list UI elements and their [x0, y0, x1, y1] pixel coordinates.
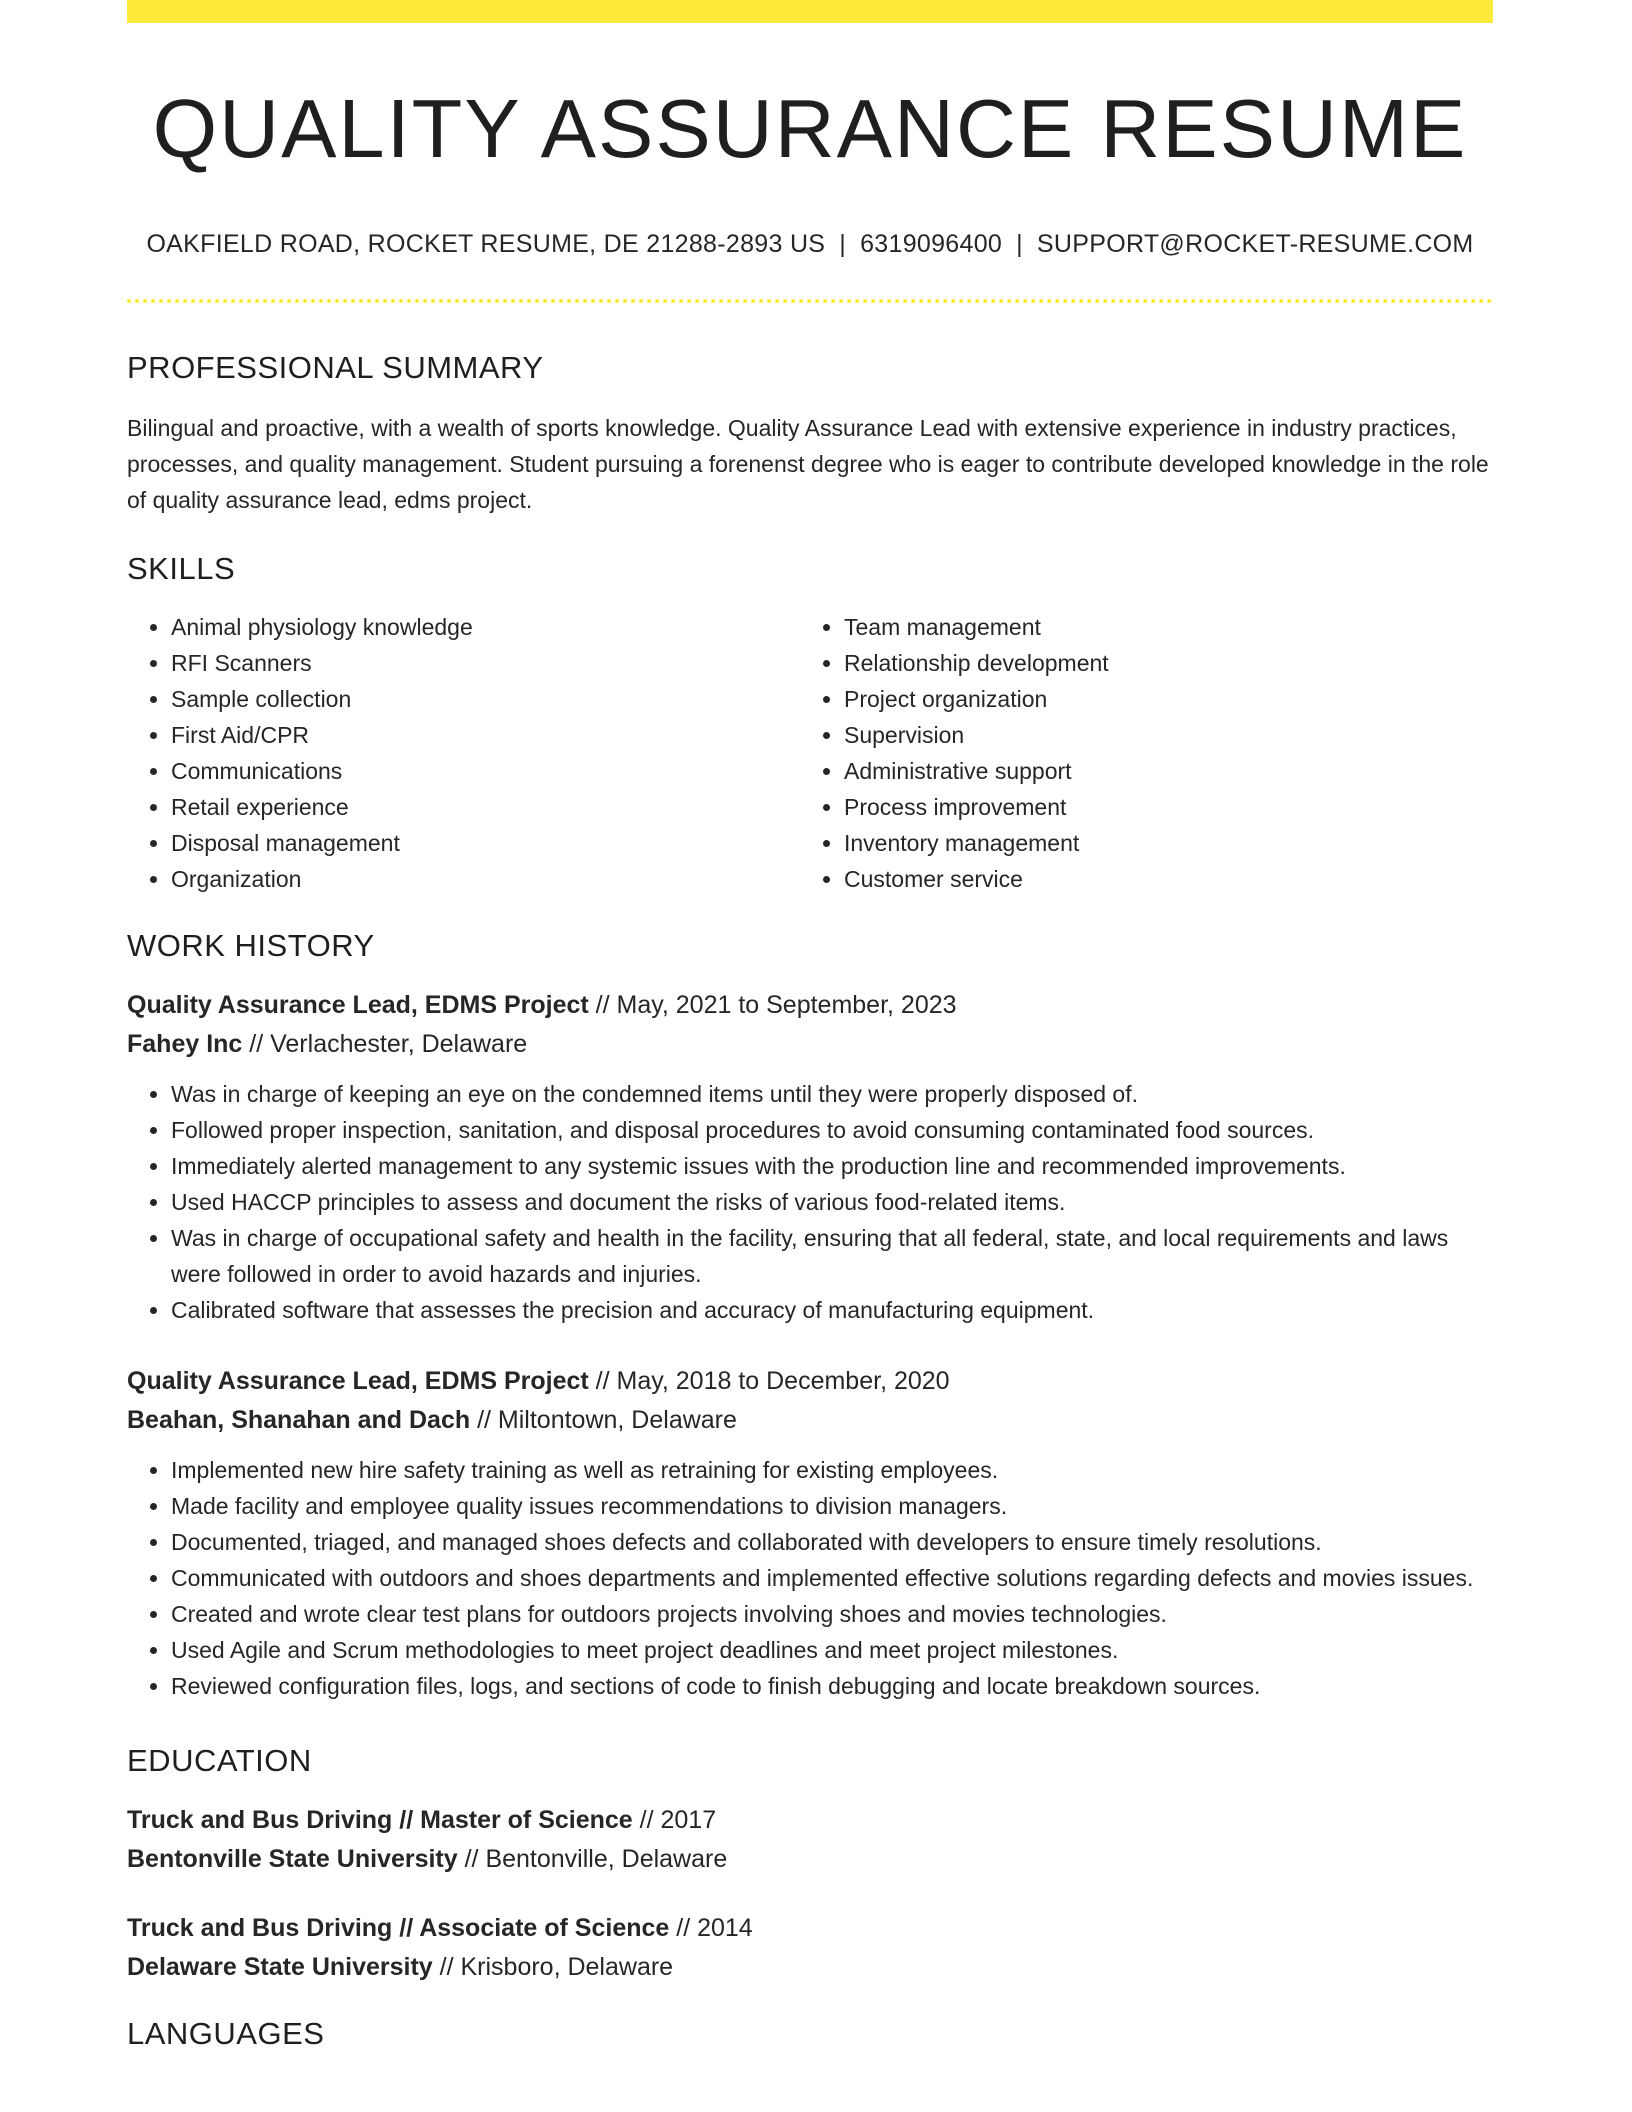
skill-item: • Retail experience	[171, 789, 800, 825]
education-degree: Truck and Bus Driving // Associate of Science	[127, 1914, 670, 1943]
job-bullet: • Used HACCP principles to assess and document the risks of various food-related items.	[171, 1184, 1493, 1220]
skill-item: • Relationship development	[844, 645, 1109, 681]
job-bullet: • Immediately alerted management to any systemic issues with the production line and recommended improvements.	[171, 1148, 1493, 1184]
job-dates: // May, 2021 to September, 2023	[588, 991, 957, 1020]
job-bullet: • Communicated with outdoors and shoes departments and implemented effective solutions regarding defects and movies issues.	[171, 1560, 1493, 1596]
contact-phone: 6319096400	[860, 229, 1003, 258]
job-dates: // May, 2018 to December, 2020	[588, 1367, 950, 1396]
job-bullet: • Used Agile and Scrum methodologies to meet project deadlines and meet project milestones.	[171, 1632, 1493, 1668]
education-year: // 2017	[632, 1806, 717, 1835]
skills-list-right	[800, 609, 1109, 897]
job-company: Beahan, Shanahan and Dach	[127, 1406, 471, 1435]
skill-item: • Communications	[171, 753, 800, 789]
skill-item: • Supervision	[844, 717, 1109, 753]
education-heading: EDUCATION	[127, 1743, 312, 1779]
job-bullet: • Followed proper inspection, sanitation, and disposal procedures to avoid consuming contaminated food sources.	[171, 1112, 1493, 1148]
job-company-line	[127, 1401, 1493, 1440]
contact-address: OAKFIELD ROAD, ROCKET RESUME, DE 21288-2893 US	[146, 229, 826, 258]
education-school: Delaware State University	[127, 1953, 433, 1982]
education-school: Bentonville State University	[127, 1845, 458, 1874]
resume-title: QUALITY ASSURANCE RESUME	[152, 82, 1468, 175]
resume-page	[127, 0, 1493, 2053]
job-bullets	[127, 1076, 1493, 1328]
skill-item: • Customer service	[844, 861, 1109, 897]
job-bullet: • Was in charge of keeping an eye on the condemned items until they were properly disposed of.	[171, 1076, 1493, 1112]
job-entry	[127, 986, 1493, 1328]
education-degree-line	[127, 1801, 1493, 1840]
skill-item: • Project organization	[844, 681, 1109, 717]
education-school-line	[127, 1840, 1493, 1879]
skill-item: • First Aid/CPR	[171, 717, 800, 753]
job-entry	[127, 1362, 1493, 1704]
summary-heading: PROFESSIONAL SUMMARY	[127, 349, 544, 385]
education-entry	[127, 1801, 1493, 1879]
job-bullet: • Calibrated software that assesses the precision and accuracy of manufacturing equipment.	[171, 1292, 1493, 1328]
accent-top-bar	[127, 0, 1493, 23]
contact-email: SUPPORT@ROCKET-RESUME.COM	[1036, 229, 1474, 258]
skill-item: • Administrative support	[844, 753, 1109, 789]
job-bullet: • Implemented new hire safety training as well as retraining for existing employees.	[171, 1452, 1493, 1488]
education-year: // 2014	[669, 1914, 753, 1943]
contact-separator: |	[839, 229, 847, 258]
job-location: // Verlachester, Delaware	[242, 1030, 528, 1059]
skill-item: • Process improvement	[844, 789, 1109, 825]
job-title-line	[127, 986, 1493, 1025]
skills-columns	[127, 609, 1493, 897]
dotted-divider	[127, 299, 1493, 303]
job-title-line	[127, 1362, 1493, 1401]
education-school-line	[127, 1948, 1493, 1987]
education-degree-line	[127, 1909, 1493, 1948]
contact-separator: |	[1016, 229, 1023, 258]
job-title: Quality Assurance Lead, EDMS Project	[127, 1367, 589, 1396]
skill-item: • Organization	[171, 861, 800, 897]
job-bullet: • Created and wrote clear test plans for outdoors projects involving shoes and movies technologies.	[171, 1596, 1493, 1632]
education-location: // Krisboro, Delaware	[432, 1953, 674, 1982]
skill-item: • Disposal management	[171, 825, 800, 861]
skill-item: • RFI Scanners	[171, 645, 800, 681]
job-location: // Miltontown, Delaware	[470, 1406, 737, 1435]
skill-item: • Animal physiology knowledge	[171, 609, 800, 645]
job-bullets	[127, 1452, 1493, 1704]
job-company: Fahey Inc	[127, 1030, 243, 1059]
job-bullet: • Was in charge of occupational safety and health in the facility, ensuring that all federal, state, and local requirements and laws were followed in order to avoid hazards and injuries.	[171, 1220, 1493, 1292]
education-degree: Truck and Bus Driving // Master of Science	[127, 1806, 633, 1835]
skills-list-left	[127, 609, 800, 897]
work-history-heading: WORK HISTORY	[127, 927, 375, 963]
contact-line	[127, 229, 1493, 259]
education-location: // Bentonville, Delaware	[457, 1845, 728, 1874]
skill-item: • Inventory management	[844, 825, 1109, 861]
education-entry	[127, 1909, 1493, 1987]
languages-heading: LANGUAGES	[127, 2016, 325, 2052]
job-bullet: • Reviewed configuration files, logs, and sections of code to finish debugging and locate breakdown sources.	[171, 1668, 1493, 1704]
job-bullet: • Documented, triaged, and managed shoes defects and collaborated with developers to ensure timely resolutions.	[171, 1524, 1493, 1560]
skill-item: • Sample collection	[171, 681, 800, 717]
job-bullet: • Made facility and employee quality issues recommendations to division managers.	[171, 1488, 1493, 1524]
job-title: Quality Assurance Lead, EDMS Project	[127, 991, 589, 1020]
summary-text: Bilingual and proactive, with a wealth of sports knowledge. Quality Assurance Lead with extensive experience in industry practices, processes, and quality management. Student pursuing a forenenst degree who is eager to contribute developed knowledge in the role of quality assurance lead, edms project.	[127, 414, 1489, 513]
skills-heading: SKILLS	[127, 550, 236, 586]
job-company-line	[127, 1025, 1493, 1064]
skill-item: • Team management	[844, 609, 1109, 645]
